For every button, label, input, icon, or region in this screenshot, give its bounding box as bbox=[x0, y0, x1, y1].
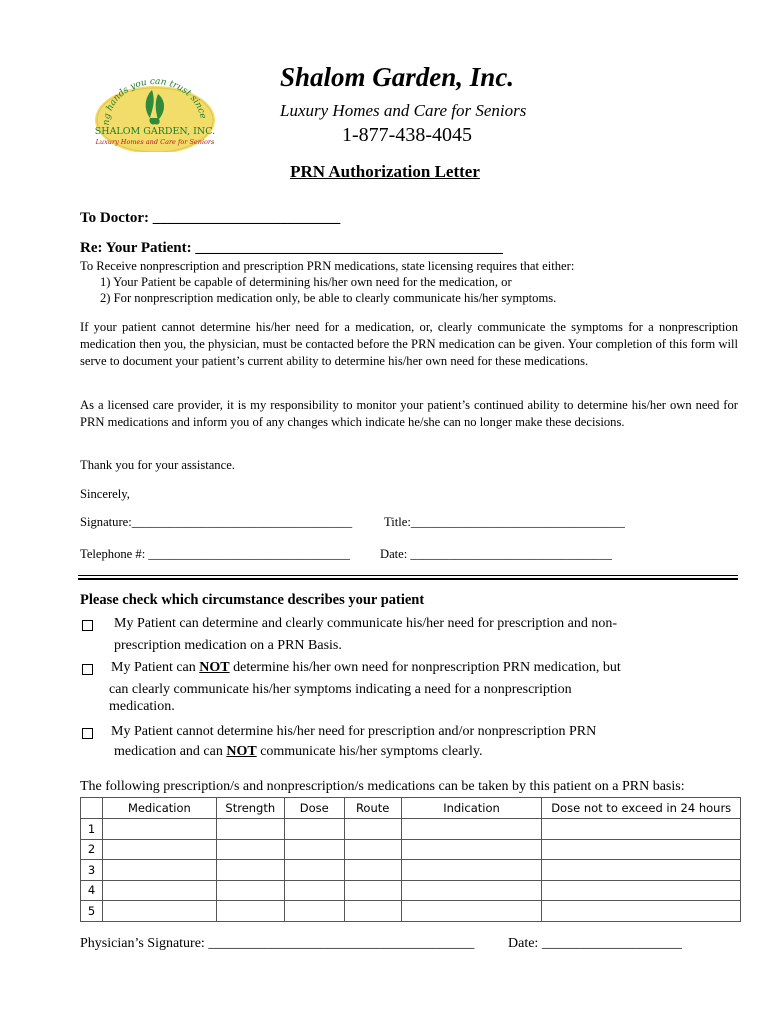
paragraph-contact-physician: If your patient cannot determine his/her need for a medication, or, clearly communicate the symptoms for a nonprescription medication then you, the physician, must be contacted before the PRN medication can be given. Your completion of this form will serve to document your patient’s current ability to determine his/her own need for these medications. bbox=[80, 320, 738, 368]
route-cell[interactable] bbox=[344, 880, 401, 901]
indication-cell[interactable] bbox=[401, 880, 542, 901]
header-max-dose: Dose not to exceed in 24 hours bbox=[542, 798, 741, 819]
medications-table bbox=[80, 797, 741, 922]
table-header-row bbox=[81, 798, 741, 819]
row-number: 4 bbox=[81, 880, 103, 901]
option-1-line-2: prescription medication on a PRN Basis. bbox=[114, 638, 342, 653]
medication-cell[interactable] bbox=[102, 819, 216, 840]
table-row bbox=[81, 819, 741, 840]
option-1-line-1: My Patient can determine and clearly communicate his/her need for prescription and non- bbox=[114, 616, 618, 631]
indication-cell[interactable] bbox=[401, 839, 542, 860]
indication-cell[interactable] bbox=[401, 901, 542, 922]
strength-cell[interactable] bbox=[216, 839, 284, 860]
section-divider bbox=[78, 575, 738, 576]
requirement-item-2: 2) For nonprescription medication only, be able to clearly communicate his/her symptoms. bbox=[100, 291, 557, 305]
route-cell[interactable] bbox=[344, 839, 401, 860]
checkbox-option-3[interactable] bbox=[82, 728, 93, 739]
signature-field[interactable]: Signature:___________________________________ bbox=[80, 515, 353, 529]
row-number: 1 bbox=[81, 819, 103, 840]
company-name: Shalom Garden, Inc. bbox=[280, 62, 515, 92]
checklist-heading: Please check which circumstance describes your patient bbox=[80, 592, 425, 608]
strength-cell[interactable] bbox=[216, 880, 284, 901]
re-patient-field[interactable]: Re: Your Patient: _________________________________________ bbox=[80, 240, 503, 256]
dose-cell[interactable] bbox=[284, 880, 344, 901]
checkbox-option-2[interactable] bbox=[82, 664, 93, 675]
option-3-line-1: My Patient cannot determine his/her need for prescription and/or nonprescription PRN bbox=[111, 724, 597, 739]
telephone-field[interactable]: Telephone #: ________________________________ bbox=[80, 547, 350, 561]
max-dose-cell[interactable] bbox=[542, 880, 741, 901]
row-number: 5 bbox=[81, 901, 103, 922]
section-divider-thick bbox=[78, 578, 738, 580]
checkbox-option-1[interactable] bbox=[82, 620, 93, 631]
paragraph-care-provider: As a licensed care provider, it is my responsibility to monitor your patient’s continued ability to determine his/her own need for PRN medications and inform you of any changes which indicate he/she can no longer make these decisions. bbox=[80, 398, 738, 429]
dose-cell[interactable] bbox=[284, 839, 344, 860]
title-text: PRN Authorization Letter bbox=[290, 162, 480, 181]
date-field[interactable]: Date: ________________________________ bbox=[380, 547, 612, 561]
medications-caption: The following prescription/s and nonprescription/s medications can be taken by this patient on a PRN basis: bbox=[80, 779, 685, 794]
document-title bbox=[0, 162, 770, 182]
sincerely-text: Sincerely, bbox=[80, 487, 130, 501]
option-3-line-2: medication and can NOT communicate his/her symptoms clearly. bbox=[114, 744, 483, 759]
row-number: 3 bbox=[81, 860, 103, 881]
title-field[interactable]: Title:__________________________________ bbox=[384, 515, 625, 529]
intro-text: To Receive nonprescription and prescription PRN medications, state licensing requires that either: bbox=[80, 259, 575, 273]
strength-cell[interactable] bbox=[216, 860, 284, 881]
indication-cell[interactable] bbox=[401, 860, 542, 881]
logo-name: SHALOM GARDEN, INC. bbox=[94, 126, 216, 137]
thanks-text: Thank you for your assistance. bbox=[80, 458, 235, 472]
medication-cell[interactable] bbox=[102, 880, 216, 901]
logo-tagline: Luxury Homes and Care for Seniors bbox=[95, 138, 215, 146]
medication-cell[interactable] bbox=[102, 839, 216, 860]
physician-signature-field[interactable]: Physician’s Signature: ______________________________________ bbox=[80, 936, 475, 951]
dose-cell[interactable] bbox=[284, 860, 344, 881]
medication-cell[interactable] bbox=[102, 901, 216, 922]
option-2-line-2: can clearly communicate his/her symptoms indicating a need for a nonprescription bbox=[109, 682, 572, 697]
logo-arc-text: ng hands you can trust since bbox=[101, 76, 208, 126]
to-doctor-field[interactable]: To Doctor: _________________________ bbox=[80, 210, 341, 226]
dose-cell[interactable] bbox=[284, 819, 344, 840]
header-number bbox=[81, 798, 103, 819]
strength-cell[interactable] bbox=[216, 819, 284, 840]
strength-cell[interactable] bbox=[216, 901, 284, 922]
dose-cell[interactable] bbox=[284, 901, 344, 922]
row-number: 2 bbox=[81, 839, 103, 860]
physician-date-field[interactable]: Date: ____________________ bbox=[508, 936, 682, 951]
max-dose-cell[interactable] bbox=[542, 839, 741, 860]
company-tagline: Luxury Homes and Care for Seniors bbox=[280, 101, 527, 120]
route-cell[interactable] bbox=[344, 819, 401, 840]
requirement-item-1: 1) Your Patient be capable of determining his/her own need for the medication, or bbox=[100, 275, 512, 289]
option-2-line-1: My Patient can NOT determine his/her own need for nonprescription PRN medication, but bbox=[111, 660, 621, 675]
route-cell[interactable] bbox=[344, 901, 401, 922]
table-row bbox=[81, 839, 741, 860]
company-logo bbox=[92, 72, 218, 152]
header-medication: Medication bbox=[102, 798, 216, 819]
max-dose-cell[interactable] bbox=[542, 819, 741, 840]
header-route: Route bbox=[344, 798, 401, 819]
table-row bbox=[81, 901, 741, 922]
max-dose-cell[interactable] bbox=[542, 901, 741, 922]
table-row bbox=[81, 880, 741, 901]
max-dose-cell[interactable] bbox=[542, 860, 741, 881]
indication-cell[interactable] bbox=[401, 819, 542, 840]
table-row bbox=[81, 860, 741, 881]
header-dose: Dose bbox=[284, 798, 344, 819]
option-2-line-3: medication. bbox=[109, 699, 175, 714]
medication-cell[interactable] bbox=[102, 860, 216, 881]
header-indication: Indication bbox=[401, 798, 542, 819]
company-phone: 1-877-438-4045 bbox=[342, 124, 472, 146]
route-cell[interactable] bbox=[344, 860, 401, 881]
header-strength: Strength bbox=[216, 798, 284, 819]
